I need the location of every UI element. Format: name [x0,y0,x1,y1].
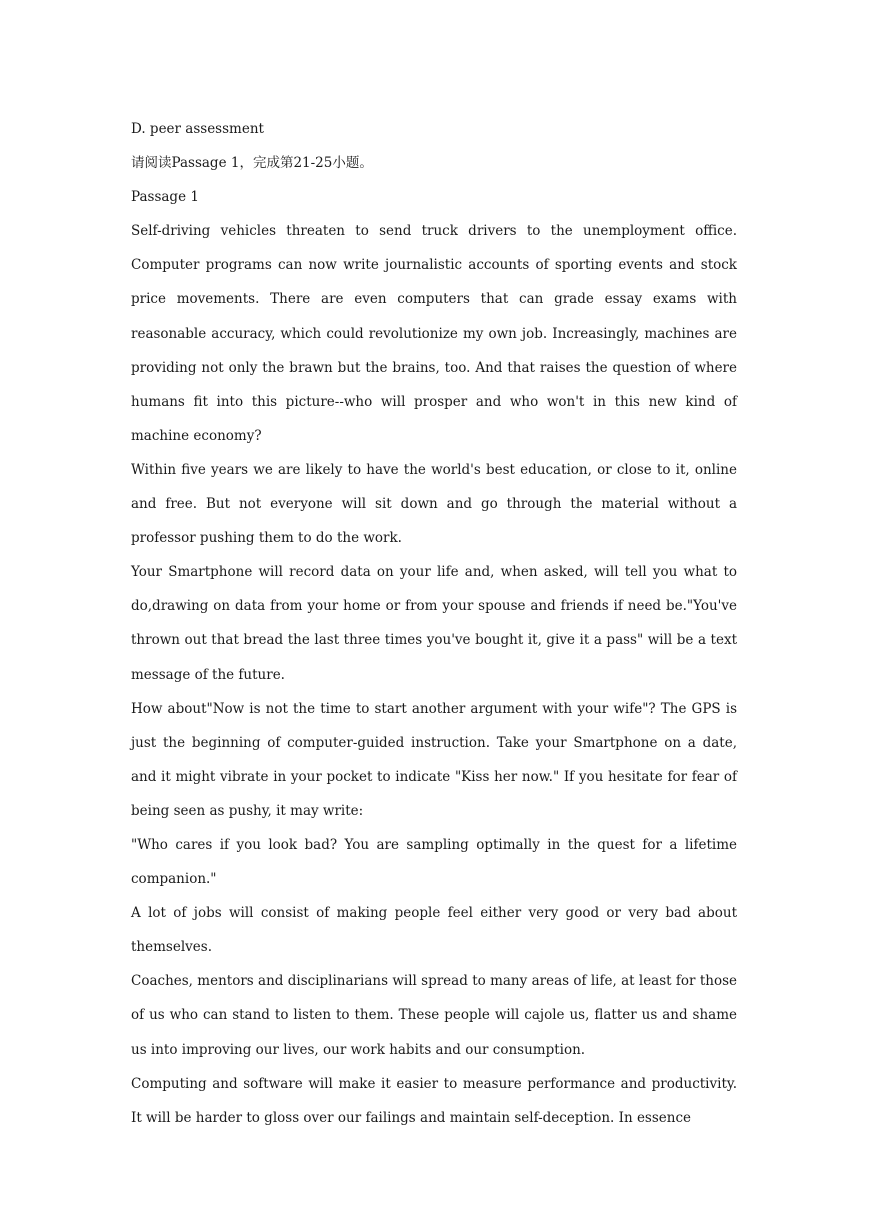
option-d-line: D. peer assessment [131,121,264,137]
passage-paragraph-1: Self-driving vehicles threaten to send truck drivers to the unemployment office. Computer programs can now write journalistic accounts of sporting events and stock price movements. There are even computers that can grade essay exams with reasonable accuracy, which could revolutionize my own job. Increasingly, machines are providing not only the brawn but the brains, too. And that raises the question of where humans fit into this picture--who will prosper and who won't in this new kind of machine economy? [131,223,737,444]
passage-paragraph-8: Computing and software will make it easier to measure performance and productivity. It will be harder to gloss over our failings and maintain self-deception. In essence [131,1075,737,1126]
passage-heading: Passage 1 [131,189,199,206]
passage-paragraph-3: Your Smartphone will record data on your life and, when asked, will tell you what to do,drawing on data from your home or from your spouse and friends if need be."You've thrown out that bread the last three times you've bought it, give it a pass" will be a text message of the future. [131,564,737,683]
document-body [131,112,737,1135]
reading-instruction: 请阅读Passage 1，完成第21-25小题。 [131,155,373,172]
passage-paragraph-2: Within five years we are likely to have the world's best education, or close to it, online and free. But not everyone will sit down and go through the material without a professor pushing them to do the work. [131,461,737,547]
passage-paragraph-5: "Who cares if you look bad? You are sampling optimally in the quest for a lifetime companion." [131,836,737,888]
passage-paragraph-4: How about"Now is not the time to start another argument with your wife"? The GPS is just the beginning of computer-guided instruction. Take your Smartphone on a date, and it might vibrate in your pocket to indicate "Kiss her now." If you hesitate for fear of being seen as pushy, it may write: [131,700,737,819]
passage-paragraph-6: A lot of jobs will consist of making people feel either very good or very bad about themselves. [131,905,737,956]
passage-paragraph-7: Coaches, mentors and disciplinarians will spread to many areas of life, at least for those of us who can stand to listen to them. These people will cajole us, flatter us and shame us into improving our lives, our work habits and our consumption. [131,973,737,1058]
